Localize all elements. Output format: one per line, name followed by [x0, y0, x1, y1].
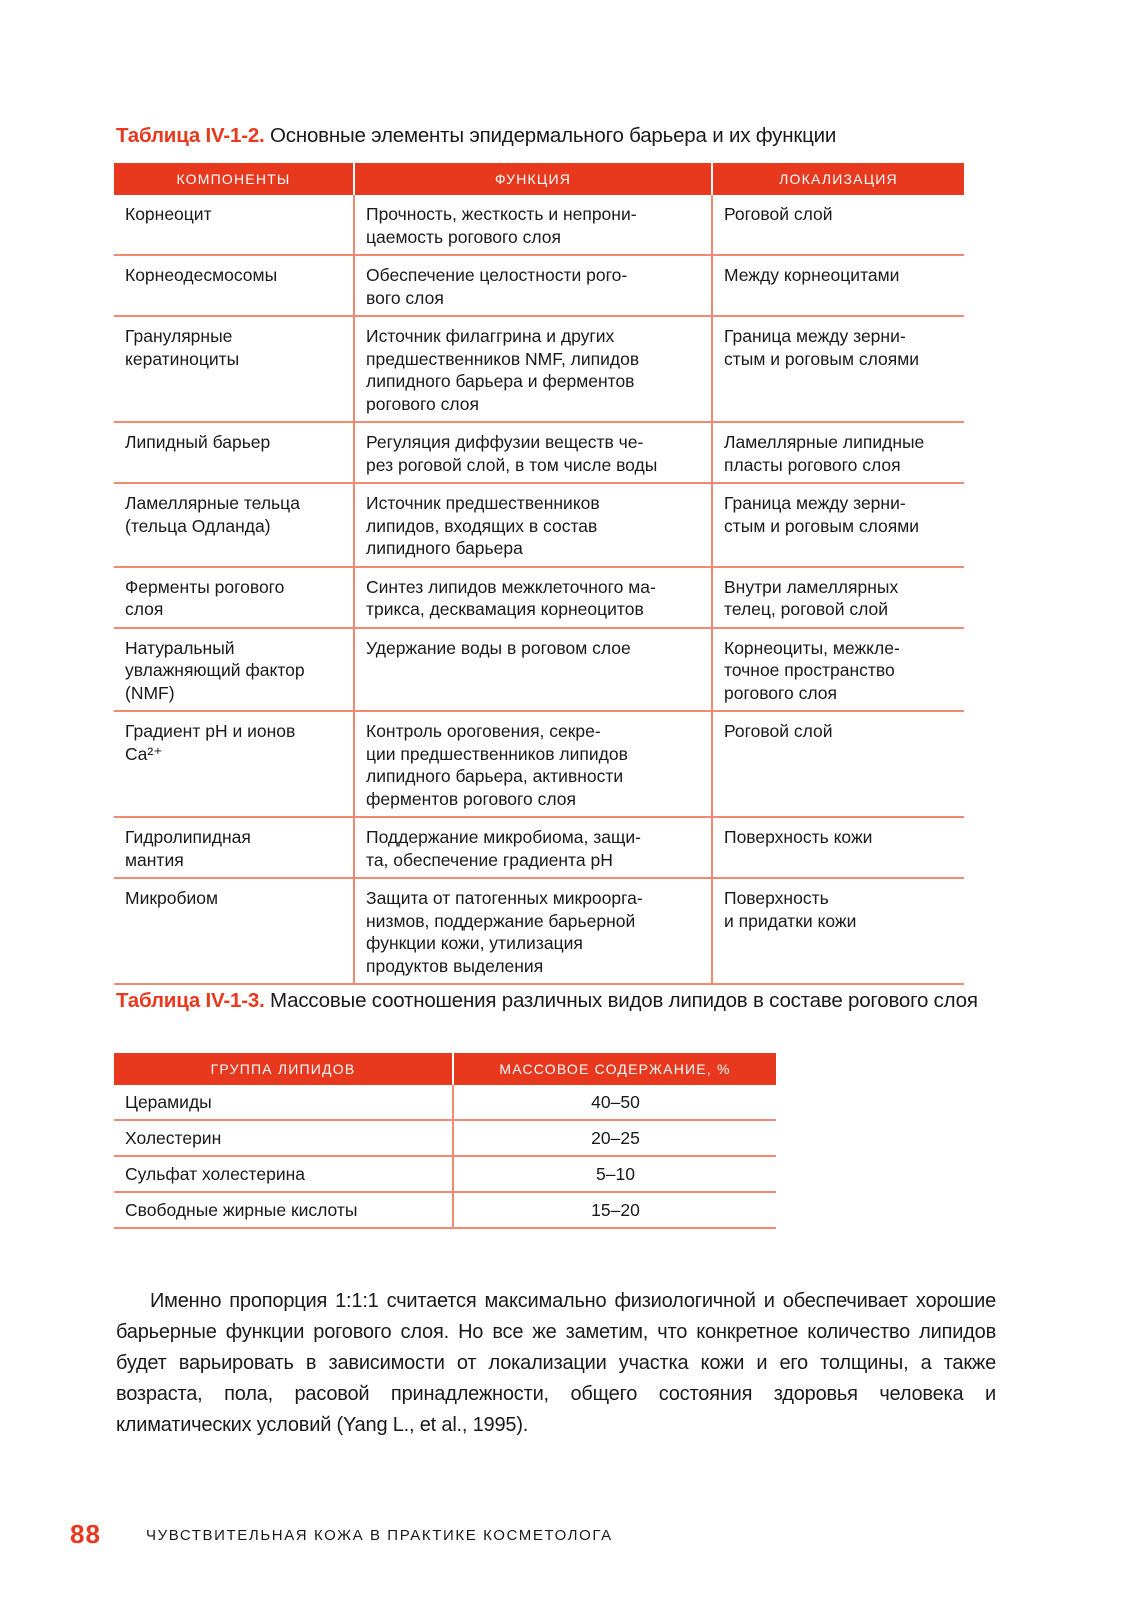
table-cell: Микробиом: [114, 878, 354, 984]
table-row: [114, 567, 964, 628]
table-cell: 40–50: [453, 1085, 776, 1120]
table-cell: Корнеоциты, межкле- точное пространство рогового слоя: [712, 628, 964, 712]
table-cell: Регуляция диффузии веществ че- рез роговой слой, в том числе воды: [354, 422, 712, 483]
table2-caption: [116, 985, 996, 1016]
table-cell: Удержание воды в роговом слое: [354, 628, 712, 712]
table-cell: Внутри ламеллярных телец, роговой слой: [712, 567, 964, 628]
table-cell: Ферменты рогового слоя: [114, 567, 354, 628]
table1-header-components: КОМПОНЕНТЫ: [114, 163, 354, 195]
table-cell: Корнеоцит: [114, 195, 354, 255]
table-cell: Источник филаггрина и других предшественников NMF, липидов липидного барьера и ферментов рогового слоя: [354, 316, 712, 422]
table1-caption: [116, 120, 996, 151]
table-row: [114, 483, 964, 567]
table1-header-localization: ЛОКАЛИЗАЦИЯ: [712, 163, 964, 195]
table-row: [114, 1192, 776, 1228]
table-cell: Сульфат холестерина: [114, 1156, 453, 1192]
table-cell: Обеспечение целостности рого- вого слоя: [354, 255, 712, 316]
table-cell: Корнеодесмосомы: [114, 255, 354, 316]
table-cell: Защита от патогенных микроорга- низмов, поддержание барьерной функции кожи, утилизация продуктов выделения: [354, 878, 712, 984]
table2-header-group: ГРУППА ЛИПИДОВ: [114, 1053, 453, 1085]
table-cell: Роговой слой: [712, 711, 964, 817]
table-cell: Поверхность кожи: [712, 817, 964, 878]
table-cell: Гидролипидная мантия: [114, 817, 354, 878]
table-cell: Поддержание микробиома, защи- та, обеспечение градиента рН: [354, 817, 712, 878]
running-title: ЧУВСТВИТЕЛЬНАЯ КОЖА В ПРАКТИКЕ КОСМЕТОЛОГА: [146, 1527, 613, 1544]
table-row: [114, 817, 964, 878]
table-row: [114, 878, 964, 984]
table-row: [114, 1120, 776, 1156]
table-cell: Контроль ороговения, секре- ции предшественников липидов липидного барьера, активности ферментов рогового слоя: [354, 711, 712, 817]
table-row: [114, 711, 964, 817]
body-paragraph: Именно пропорция 1:1:1 считается максимально физиологичной и обеспечивает хорошие барьерные функции рогового слоя. Но все же заметим, что конкретное количество липидов будет варьировать в зависимости от локализации участка кожи и его толщины, а также возраста, пола, расовой принадлежности, общего состояния здоровья человека и климатических условий (Yang L., et al., 1995).: [116, 1290, 996, 1436]
table-cell: Синтез липидов межклеточного ма- трикса, десквамация корнеоцитов: [354, 567, 712, 628]
table-cell: Натуральный увлажняющий фактор (NMF): [114, 628, 354, 712]
table1-title: Основные элементы эпидермального барьера и их функции: [264, 124, 837, 147]
table-cell: Градиент рН и ионов Ca²⁺: [114, 711, 354, 817]
table2-header-row: [114, 1053, 776, 1085]
table-cell: Ламеллярные тельца (тельца Одланда): [114, 483, 354, 567]
table-cell: Роговой слой: [712, 195, 964, 255]
table-row: [114, 628, 964, 712]
table-cell: 5–10: [453, 1156, 776, 1192]
table-row: [114, 1085, 776, 1120]
table-cell: 15–20: [453, 1192, 776, 1228]
epidermal-barrier-table: [114, 163, 964, 985]
table-cell: Холестерин: [114, 1120, 453, 1156]
table-cell: Граница между зерни- стым и роговым слоями: [712, 316, 964, 422]
table-cell: Церамиды: [114, 1085, 453, 1120]
table-row: [114, 255, 964, 316]
table-cell: Свободные жирные кислоты: [114, 1192, 453, 1228]
table-cell: Между корнеоцитами: [712, 255, 964, 316]
table1-header-row: [114, 163, 964, 195]
table-row: [114, 195, 964, 255]
table-row: [114, 316, 964, 422]
table-cell: Ламеллярные липидные пласты рогового слоя: [712, 422, 964, 483]
table-cell: Прочность, жесткость и непрони- цаемость рогового слоя: [354, 195, 712, 255]
table2-title: Массовые соотношения различных видов липидов в составе рогового слоя: [264, 989, 978, 1012]
table-cell: Гранулярные кератиноциты: [114, 316, 354, 422]
table2-header-content: МАССОВОЕ СОДЕРЖАНИЕ, %: [453, 1053, 776, 1085]
lipid-ratio-table: [114, 1053, 776, 1229]
table-row: [114, 422, 964, 483]
table1-label: Таблица IV-1-2.: [116, 124, 265, 147]
table-cell: Граница между зерни- стым и роговым слоями: [712, 483, 964, 567]
table2-label: Таблица IV-1-3.: [116, 989, 265, 1012]
table-cell: Поверхность и придатки кожи: [712, 878, 964, 984]
page-number: 88: [70, 1519, 101, 1549]
table1-header-function: ФУНКЦИЯ: [354, 163, 712, 195]
table-cell: Источник предшественников липидов, входящих в состав липидного барьера: [354, 483, 712, 567]
table-row: [114, 1156, 776, 1192]
table-cell: 20–25: [453, 1120, 776, 1156]
table-cell: Липидный барьер: [114, 422, 354, 483]
